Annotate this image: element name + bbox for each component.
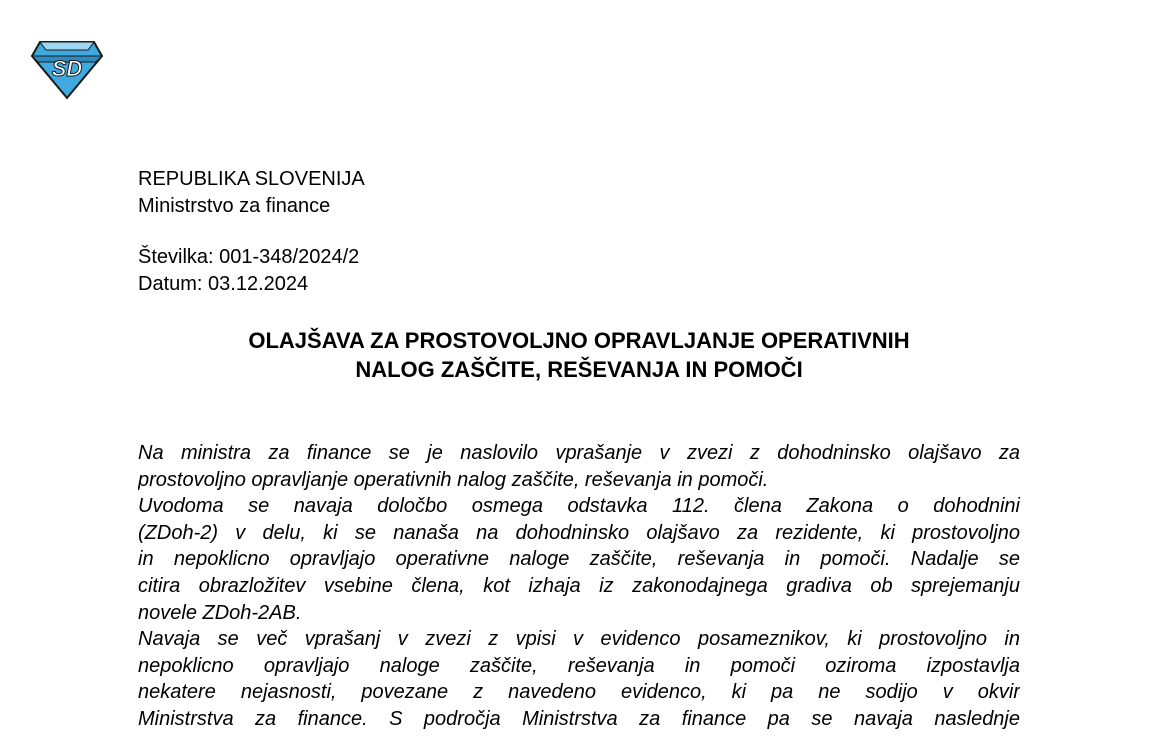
republic-name: REPUBLIKA SLOVENIJA (138, 168, 365, 190)
body-line: nepoklicno opravljajo naloge zaščite, reševanja in pomoči oziroma izpostavlja (138, 654, 1020, 677)
body-line: nekatere nejasnosti, povezane z navedeno evidenco, ki pa ne sodijo v okvir (138, 681, 1020, 704)
body-line: Navaja se več vprašanj v zvezi z vpisi v evidenco posameznikov, ki prostovoljno in (138, 628, 1020, 651)
document-title (138, 326, 1020, 384)
body-line: novele ZDoh-2AB. (138, 601, 302, 624)
logo-text: SD (51, 56, 83, 81)
document-header (138, 166, 365, 220)
sd-logo (30, 40, 104, 100)
body-line: prostovoljno opravljanje operativnih nalog zaščite, reševanja in pomoči. (138, 468, 769, 491)
body-line: Uvodoma se navaja določbo osmega odstavka 112. člena Zakona o dohodnini (138, 495, 1020, 518)
title-line-2: NALOG ZAŠČITE, REŠEVANJA IN POMOČI (355, 357, 803, 382)
document-body (138, 440, 1020, 733)
body-line: (ZDoh-2) v delu, ki se nanaša na dohodninsko olajšavo za rezidente, ki prostovoljno (138, 521, 1020, 544)
sd-diamond-logo-icon (30, 40, 104, 100)
body-line: citira obrazložitev vsebine člena, kot izhaja iz zakonodajnega gradiva ob sprejemanju (138, 574, 1020, 597)
title-line-1: OLAJŠAVA ZA PROSTOVOLJNO OPRAVLJANJE OPERATIVNIH (248, 328, 910, 353)
ministry-name: Ministrstvo za finance (138, 195, 331, 217)
body-line: in nepoklicno opravljajo operativne naloge zaščite, reševanja in pomoči. Nadalje se (138, 548, 1020, 571)
body-line: Na ministra za finance se je naslovilo vprašanje v zvezi z dohodninsko olajšavo za (138, 442, 1020, 464)
document-meta (138, 244, 359, 298)
body-line: Ministrstva za finance. S področja Ministrstva za finance pa se navaja naslednje (138, 707, 1020, 730)
document-number: Številka: 001-348/2024/2 (138, 246, 360, 268)
document-date: Datum: 03.12.2024 (138, 273, 309, 295)
